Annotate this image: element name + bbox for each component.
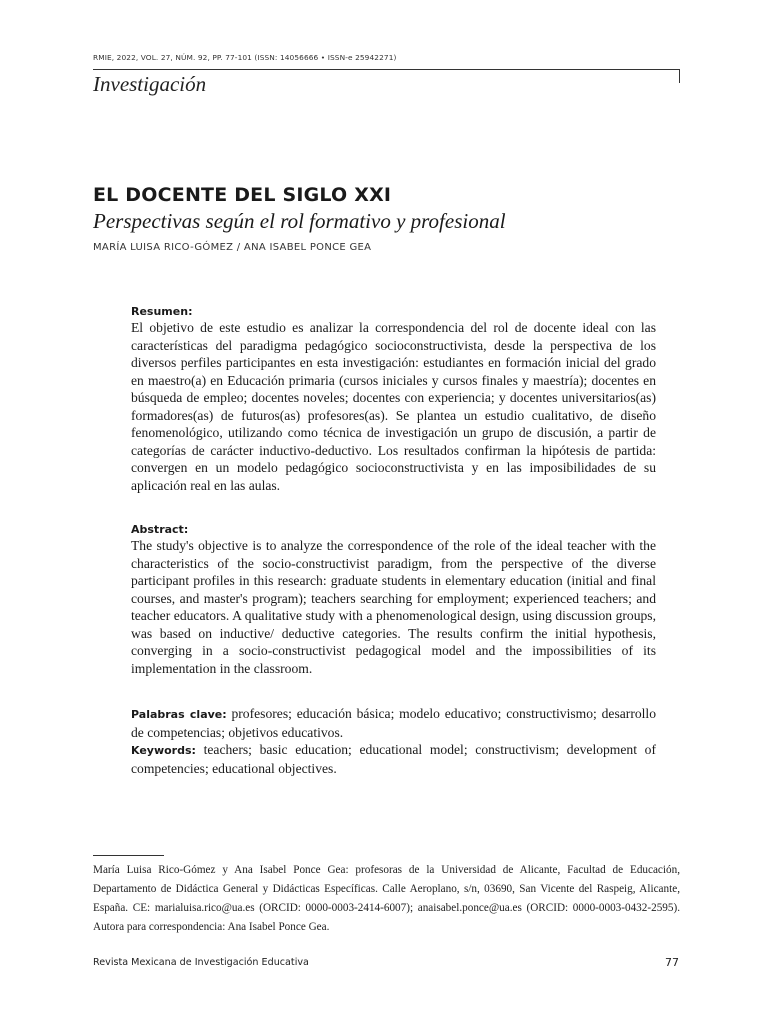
keywords-section	[131, 705, 656, 777]
author-footnote: María Luisa Rico-Gómez y Ana Isabel Ponce Gea: profesoras de la Universidad de Alicante, Facultad de Educación, Departamento de Didáctica General y Didácticas Específicas. Calle Aeroplano, s/n, 03690, San Vicente del Raspeig, Alicante, España. CE: marialuisa.rico@ua.es (ORCID: 0000-0003-2414-6007); anaisabel.ponce@ua.es (ORCID: 0000-0003-0432-2595). Autora para correspondencia: Ana Isabel Ponce Gea.	[93, 864, 680, 933]
keywords-es-text: profesores; educación básica; modelo educativo; constructivismo; desarrollo de competencias; objetivos educativos.	[131, 706, 656, 740]
resumen-text: El objetivo de este estudio es analizar la correspondencia del rol de docente ideal con las características del paradigma pedagógico socioconstructivista, desde la perspectiva de los diversos perfiles participantes en esta investigación: estudiantes en formación inicial del grado en maestro(a) en Educación primaria (cursos iniciales y cursos finales y maestría); docentes en búsqueda de empleo; docentes noveles; docentes con experiencia; y docentes universitarios(as) formadores(as) de futuros(as) profesores(as). Se plantea un estudio cualitativo, de diseño fenomenológico, utilizando como técnica de investigación un grupo de discusión, a partir de categorías de carácter inductivo-deductivo. Los resultados confirman la hipótesis de partida: convergen en un modelo pedagógico socioconstructivista y en las imposibilidades de su aplicación real en las aulas.	[131, 320, 656, 493]
section-label: Investigación	[93, 72, 207, 96]
keywords-es	[131, 705, 656, 741]
footer-journal-name: Revista Mexicana de Investigación Educativa	[93, 957, 309, 968]
keywords-en	[131, 741, 656, 777]
keywords-es-label: Palabras clave:	[131, 708, 227, 721]
article-subtitle: Perspectivas según el rol formativo y profesional	[93, 209, 506, 233]
keywords-en-label: Keywords:	[131, 744, 196, 757]
page-number: 77	[665, 956, 679, 969]
abstract-heading: Abstract:	[131, 523, 189, 536]
abstract-text: The study's objective is to analyze the correspondence of the role of the ideal teacher with the characteristics of the socio-constructivist paradigm, from the perspective of the diverse participant profiles in this research: graduate students in elementary education (initial and final courses, and master's program); teachers searching for employment; experienced teachers; and teacher educators. A qualitative study with a phenomenological design, using discussion groups, was based on inductive/ deductive categories. The results confirm the initial hypothesis, converging in a socio-constructivist pedagogical model and the impossibilities of its implementation in the classroom.	[131, 538, 656, 676]
footnote-rule	[93, 855, 164, 856]
header-rule-tick	[679, 69, 680, 83]
keywords-en-text: teachers; basic education; educational model; constructivism; development of competencies; educational objectives.	[131, 742, 656, 776]
resumen-heading: Resumen:	[131, 305, 193, 318]
abstract-section	[131, 523, 656, 677]
resumen-section	[131, 305, 656, 494]
article-authors: MARÍA LUISA RICO-GÓMEZ / ANA ISABEL PONCE GEA	[93, 242, 372, 253]
article-title: EL DOCENTE DEL SIGLO XXI	[93, 184, 392, 206]
running-head: RMIE, 2022, VOL. 27, NÚM. 92, PP. 77-101 (ISSN: 14056666 • ISSN-e 25942271)	[93, 53, 397, 62]
header-rule	[93, 69, 680, 70]
